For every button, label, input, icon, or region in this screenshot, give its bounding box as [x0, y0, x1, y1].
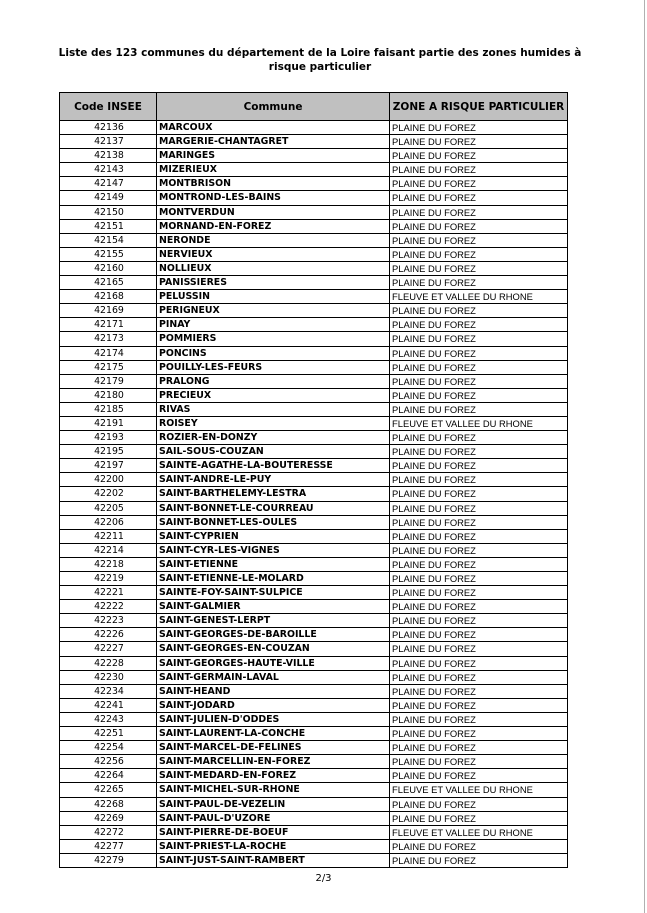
zone-cell: PLAINE DU FOREZ	[390, 304, 568, 318]
code-insee-cell: 42206	[60, 515, 157, 529]
commune-cell: MARGERIE-CHANTAGRET	[157, 135, 390, 149]
header-code-insee: Code INSEE	[60, 93, 157, 121]
commune-cell: SAINT-PIERRE-DE-BOEUF	[157, 825, 390, 839]
page-number: 2/3	[315, 873, 332, 884]
zone-cell: PLAINE DU FOREZ	[390, 670, 568, 684]
zone-cell: PLAINE DU FOREZ	[390, 261, 568, 275]
zone-cell: PLAINE DU FOREZ	[390, 402, 568, 416]
zone-cell: PLAINE DU FOREZ	[390, 459, 568, 473]
commune-cell: SAINT-BONNET-LES-OULES	[157, 515, 390, 529]
code-insee-cell: 42193	[60, 431, 157, 445]
commune-cell: ROZIER-EN-DONZY	[157, 431, 390, 445]
code-insee-cell: 42174	[60, 346, 157, 360]
table-row	[60, 276, 568, 290]
commune-cell: SAINT-CYPRIEN	[157, 529, 390, 543]
commune-cell: PRECIEUX	[157, 388, 390, 402]
commune-cell: SAINT-MICHEL-SUR-RHONE	[157, 783, 390, 797]
commune-cell: NOLLIEUX	[157, 261, 390, 275]
zone-cell: PLAINE DU FOREZ	[390, 149, 568, 163]
table-row	[60, 135, 568, 149]
zone-cell: PLAINE DU FOREZ	[390, 572, 568, 586]
zone-cell: PLAINE DU FOREZ	[390, 529, 568, 543]
page-title: Liste des 123 communes du département de la Loire faisant partie des zones humides à risque particulier	[58, 47, 582, 73]
zone-cell: PLAINE DU FOREZ	[390, 374, 568, 388]
table-row	[60, 600, 568, 614]
code-insee-cell: 42228	[60, 656, 157, 670]
table-row	[60, 121, 568, 135]
commune-cell: SAINT-GERMAIN-LAVAL	[157, 670, 390, 684]
table-row	[60, 290, 568, 304]
commune-cell: SAINT-MARCEL-DE-FELINES	[157, 741, 390, 755]
zone-cell: FLEUVE ET VALLEE DU RHONE	[390, 825, 568, 839]
code-insee-cell: 42147	[60, 177, 157, 191]
zone-cell: PLAINE DU FOREZ	[390, 501, 568, 515]
commune-cell: SAIL-SOUS-COUZAN	[157, 445, 390, 459]
table-row	[60, 388, 568, 402]
code-insee-cell: 42264	[60, 769, 157, 783]
table-row	[60, 191, 568, 205]
commune-cell: SAINT-JUST-SAINT-RAMBERT	[157, 853, 390, 867]
table-row	[60, 529, 568, 543]
code-insee-cell: 42151	[60, 219, 157, 233]
commune-cell: SAINT-GEORGES-HAUTE-VILLE	[157, 656, 390, 670]
code-insee-cell: 42277	[60, 839, 157, 853]
commune-cell: SAINT-PAUL-D'UZORE	[157, 811, 390, 825]
commune-cell: SAINT-PRIEST-LA-ROCHE	[157, 839, 390, 853]
zone-cell: PLAINE DU FOREZ	[390, 741, 568, 755]
commune-cell: RIVAS	[157, 402, 390, 416]
commune-cell: MONTBRISON	[157, 177, 390, 191]
zone-cell: FLEUVE ET VALLEE DU RHONE	[390, 290, 568, 304]
zone-cell: PLAINE DU FOREZ	[390, 233, 568, 247]
table-row	[60, 811, 568, 825]
commune-cell: PONCINS	[157, 346, 390, 360]
code-insee-cell: 42272	[60, 825, 157, 839]
table-row	[60, 177, 568, 191]
zone-cell: PLAINE DU FOREZ	[390, 276, 568, 290]
commune-cell: MONTVERDUN	[157, 205, 390, 219]
zone-cell: PLAINE DU FOREZ	[390, 543, 568, 557]
code-insee-cell: 42251	[60, 727, 157, 741]
table-body	[60, 121, 568, 868]
code-insee-cell: 42211	[60, 529, 157, 543]
code-insee-cell: 42234	[60, 684, 157, 698]
commune-cell: MARCOUX	[157, 121, 390, 135]
zone-cell: PLAINE DU FOREZ	[390, 445, 568, 459]
table-row	[60, 473, 568, 487]
table-row	[60, 586, 568, 600]
commune-cell: SAINT-MARCELLIN-EN-FOREZ	[157, 755, 390, 769]
header-zone-risque: ZONE A RISQUE PARTICULIER	[390, 93, 568, 121]
commune-cell: SAINT-CYR-LES-VIGNES	[157, 543, 390, 557]
zone-cell: FLEUVE ET VALLEE DU RHONE	[390, 783, 568, 797]
code-insee-cell: 42150	[60, 205, 157, 219]
commune-cell: PELUSSIN	[157, 290, 390, 304]
code-insee-cell: 42205	[60, 501, 157, 515]
code-insee-cell: 42169	[60, 304, 157, 318]
commune-cell: PANISSIERES	[157, 276, 390, 290]
commune-cell: SAINT-ETIENNE-LE-MOLARD	[157, 572, 390, 586]
zone-cell: PLAINE DU FOREZ	[390, 473, 568, 487]
commune-cell: PINAY	[157, 318, 390, 332]
code-insee-cell: 42168	[60, 290, 157, 304]
table-row	[60, 247, 568, 261]
commune-cell: SAINT-PAUL-DE-VEZELIN	[157, 797, 390, 811]
zone-cell: PLAINE DU FOREZ	[390, 557, 568, 571]
zone-cell: PLAINE DU FOREZ	[390, 346, 568, 360]
code-insee-cell: 42202	[60, 487, 157, 501]
commune-cell: SAINT-BONNET-LE-COURREAU	[157, 501, 390, 515]
code-insee-cell: 42154	[60, 233, 157, 247]
code-insee-cell: 42269	[60, 811, 157, 825]
commune-cell: MORNAND-EN-FOREZ	[157, 219, 390, 233]
communes-table	[59, 92, 568, 868]
zone-cell: PLAINE DU FOREZ	[390, 247, 568, 261]
table-row	[60, 642, 568, 656]
code-insee-cell: 42268	[60, 797, 157, 811]
commune-cell: SAINTE-FOY-SAINT-SULPICE	[157, 586, 390, 600]
table-row	[60, 487, 568, 501]
commune-cell: NERVIEUX	[157, 247, 390, 261]
code-insee-cell: 42195	[60, 445, 157, 459]
code-insee-cell: 42179	[60, 374, 157, 388]
zone-cell: PLAINE DU FOREZ	[390, 614, 568, 628]
code-insee-cell: 42256	[60, 755, 157, 769]
commune-cell: SAINT-JODARD	[157, 698, 390, 712]
zone-cell: PLAINE DU FOREZ	[390, 431, 568, 445]
table-row	[60, 402, 568, 416]
table-row	[60, 149, 568, 163]
commune-cell: SAINT-JULIEN-D'ODDES	[157, 712, 390, 726]
table-row	[60, 670, 568, 684]
table-row	[60, 572, 568, 586]
table-row	[60, 374, 568, 388]
table-row	[60, 543, 568, 557]
zone-cell: PLAINE DU FOREZ	[390, 388, 568, 402]
code-insee-cell: 42227	[60, 642, 157, 656]
table-row	[60, 783, 568, 797]
table-row	[60, 839, 568, 853]
table-row	[60, 261, 568, 275]
zone-cell: PLAINE DU FOREZ	[390, 515, 568, 529]
code-insee-cell: 42219	[60, 572, 157, 586]
table-row	[60, 712, 568, 726]
zone-cell: PLAINE DU FOREZ	[390, 600, 568, 614]
commune-cell: SAINT-GENEST-LERPT	[157, 614, 390, 628]
table-row	[60, 459, 568, 473]
code-insee-cell: 42254	[60, 741, 157, 755]
code-insee-cell: 42218	[60, 557, 157, 571]
table-row	[60, 233, 568, 247]
table-row	[60, 360, 568, 374]
commune-cell: MARINGES	[157, 149, 390, 163]
code-insee-cell: 42173	[60, 332, 157, 346]
code-insee-cell: 42171	[60, 318, 157, 332]
code-insee-cell: 42241	[60, 698, 157, 712]
code-insee-cell: 42197	[60, 459, 157, 473]
zone-cell: PLAINE DU FOREZ	[390, 642, 568, 656]
commune-cell: SAINT-BARTHELEMY-LESTRA	[157, 487, 390, 501]
table-row	[60, 163, 568, 177]
commune-cell: SAINT-ANDRE-LE-PUY	[157, 473, 390, 487]
table-row	[60, 755, 568, 769]
code-insee-cell: 42214	[60, 543, 157, 557]
code-insee-cell: 42155	[60, 247, 157, 261]
commune-cell: SAINT-GEORGES-DE-BAROILLE	[157, 628, 390, 642]
table-row	[60, 614, 568, 628]
commune-cell: PRALONG	[157, 374, 390, 388]
table-row	[60, 656, 568, 670]
table-row	[60, 445, 568, 459]
code-insee-cell: 42160	[60, 261, 157, 275]
commune-cell: ROISEY	[157, 416, 390, 430]
table-row	[60, 557, 568, 571]
zone-cell: PLAINE DU FOREZ	[390, 205, 568, 219]
table-row	[60, 825, 568, 839]
zone-cell: PLAINE DU FOREZ	[390, 656, 568, 670]
table-row	[60, 797, 568, 811]
commune-cell: PERIGNEUX	[157, 304, 390, 318]
code-insee-cell: 42138	[60, 149, 157, 163]
zone-cell: PLAINE DU FOREZ	[390, 811, 568, 825]
commune-cell: SAINT-LAURENT-LA-CONCHE	[157, 727, 390, 741]
table-header-row	[60, 93, 568, 121]
table-row	[60, 727, 568, 741]
code-insee-cell: 42200	[60, 473, 157, 487]
table-row	[60, 853, 568, 867]
commune-cell: POMMIERS	[157, 332, 390, 346]
commune-cell: SAINT-HEAND	[157, 684, 390, 698]
code-insee-cell: 42149	[60, 191, 157, 205]
code-insee-cell: 42243	[60, 712, 157, 726]
table-row	[60, 684, 568, 698]
commune-cell: POUILLY-LES-FEURS	[157, 360, 390, 374]
zone-cell: PLAINE DU FOREZ	[390, 727, 568, 741]
code-insee-cell: 42143	[60, 163, 157, 177]
table-row	[60, 346, 568, 360]
zone-cell: FLEUVE ET VALLEE DU RHONE	[390, 416, 568, 430]
zone-cell: PLAINE DU FOREZ	[390, 163, 568, 177]
table-row	[60, 304, 568, 318]
commune-cell: SAINTE-AGATHE-LA-BOUTERESSE	[157, 459, 390, 473]
zone-cell: PLAINE DU FOREZ	[390, 487, 568, 501]
zone-cell: PLAINE DU FOREZ	[390, 332, 568, 346]
code-insee-cell: 42191	[60, 416, 157, 430]
commune-cell: SAINT-GEORGES-EN-COUZAN	[157, 642, 390, 656]
zone-cell: PLAINE DU FOREZ	[390, 684, 568, 698]
table-row	[60, 628, 568, 642]
table-row	[60, 431, 568, 445]
table-row	[60, 416, 568, 430]
table-row	[60, 501, 568, 515]
code-insee-cell: 42185	[60, 402, 157, 416]
page-edge	[644, 0, 645, 913]
zone-cell: PLAINE DU FOREZ	[390, 769, 568, 783]
code-insee-cell: 42165	[60, 276, 157, 290]
commune-cell: MIZERIEUX	[157, 163, 390, 177]
zone-cell: PLAINE DU FOREZ	[390, 755, 568, 769]
table-row	[60, 515, 568, 529]
table-row	[60, 769, 568, 783]
zone-cell: PLAINE DU FOREZ	[390, 853, 568, 867]
zone-cell: PLAINE DU FOREZ	[390, 586, 568, 600]
table-row	[60, 318, 568, 332]
code-insee-cell: 42230	[60, 670, 157, 684]
zone-cell: PLAINE DU FOREZ	[390, 121, 568, 135]
zone-cell: PLAINE DU FOREZ	[390, 191, 568, 205]
commune-cell: NERONDE	[157, 233, 390, 247]
table-row	[60, 205, 568, 219]
commune-cell: SAINT-ETIENNE	[157, 557, 390, 571]
zone-cell: PLAINE DU FOREZ	[390, 318, 568, 332]
table-row	[60, 219, 568, 233]
zone-cell: PLAINE DU FOREZ	[390, 360, 568, 374]
header-commune: Commune	[157, 93, 390, 121]
table-row	[60, 332, 568, 346]
table-row	[60, 741, 568, 755]
code-insee-cell: 42279	[60, 853, 157, 867]
table-row	[60, 698, 568, 712]
commune-cell: SAINT-MEDARD-EN-FOREZ	[157, 769, 390, 783]
code-insee-cell: 42136	[60, 121, 157, 135]
zone-cell: PLAINE DU FOREZ	[390, 628, 568, 642]
code-insee-cell: 42223	[60, 614, 157, 628]
zone-cell: PLAINE DU FOREZ	[390, 219, 568, 233]
code-insee-cell: 42221	[60, 586, 157, 600]
code-insee-cell: 42265	[60, 783, 157, 797]
code-insee-cell: 42226	[60, 628, 157, 642]
zone-cell: PLAINE DU FOREZ	[390, 698, 568, 712]
code-insee-cell: 42137	[60, 135, 157, 149]
commune-cell: SAINT-GALMIER	[157, 600, 390, 614]
zone-cell: PLAINE DU FOREZ	[390, 135, 568, 149]
zone-cell: PLAINE DU FOREZ	[390, 712, 568, 726]
code-insee-cell: 42180	[60, 388, 157, 402]
zone-cell: PLAINE DU FOREZ	[390, 839, 568, 853]
code-insee-cell: 42175	[60, 360, 157, 374]
zone-cell: PLAINE DU FOREZ	[390, 797, 568, 811]
commune-cell: MONTROND-LES-BAINS	[157, 191, 390, 205]
code-insee-cell: 42222	[60, 600, 157, 614]
zone-cell: PLAINE DU FOREZ	[390, 177, 568, 191]
